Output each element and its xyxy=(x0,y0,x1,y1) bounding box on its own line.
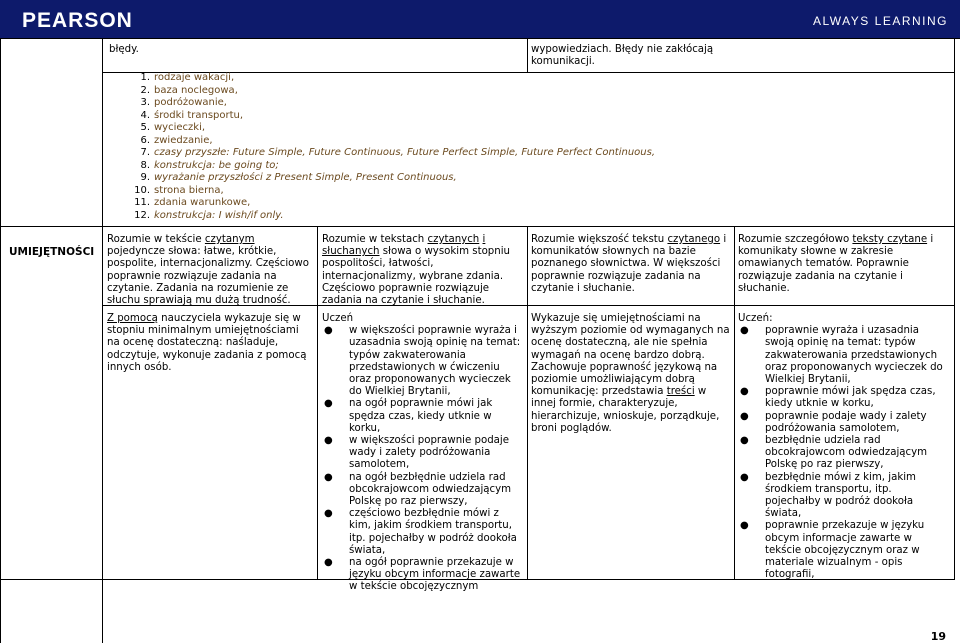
list-item: 10. strona bierna, xyxy=(134,184,224,196)
grade-2-speaking: Z pomocą nauczyciela wykazuje się w stopniu minimalnym umiejętnościami na ocenę dostateczną: naśladuje, odczytuje, wykonuje zadania z pomocą innych osób. xyxy=(107,313,307,373)
list-item: 1. rodzaje wakacji, xyxy=(140,72,235,83)
student-heading: Uczeń: xyxy=(738,313,773,324)
bullet-icon: ● xyxy=(740,520,749,532)
always-learning-tagline: ALWAYS LEARNING xyxy=(813,14,948,28)
table-col-divider xyxy=(527,38,528,72)
grade-5-comprehension: Rozumie szczegółowo teksty czytane i komunikaty słowne w zakresie omawianych tematów. Poprawnie rozwiązuje zadania na czytanie i słuchanie. xyxy=(738,234,934,294)
list-item: 11. zdania warunkowe, xyxy=(134,197,251,208)
list-item: ● poprawnie podaje wady i zalety podróżowania samolotem, xyxy=(740,410,927,434)
bullet-icon: ● xyxy=(324,471,333,483)
top-right-text: wypowiedziach. Błędy nie zakłócają komunikacji. xyxy=(531,44,714,68)
list-item: 2. baza noclegowa, xyxy=(140,84,238,96)
grade-4-speaking: Wykazuje się umiejętnościami na wyższym poziomie od wymaganych na ocenę dostateczną, ale nie spełnia wymagań na ocenę bardzo dobrą. Zachowuje poprawność językową na poziomie umożliwiającym dobrą komunikację: przedstawia treści w innej formie, charakteryzuje, hierarchizuje, wnioskuje, porządkuje, broni poglądów. xyxy=(531,313,730,434)
list-item: 6. zwiedzanie, xyxy=(140,134,213,146)
list-item: ● częściowo bezbłędnie mówi z kim, jakim środkiem transportu, itp. pojechałby w podróż dookoła świata, xyxy=(324,508,517,556)
list-item: 8. konstrukcja: be going to; xyxy=(140,159,279,171)
grade-3-comprehension: Rozumie w tekstach czytanych i słuchanych słowa o wysokim stopniu pospolitości, łatwości, internacjonalizmy, wybrane zdania. Częściowo poprawnie rozwiązuje zadania na czytanie i słuchanie. xyxy=(322,234,511,307)
table-border-right xyxy=(954,38,955,579)
table-row-divider xyxy=(0,226,955,227)
list-item: ● poprawnie przekazuje w języku obcym informacje zawarte w tekście obcojęzycznym oraz w materiale wizualnym - opis fotografii, xyxy=(740,520,925,581)
bullet-icon: ● xyxy=(740,435,749,447)
grade-2-comprehension: Rozumie w tekście czytanym pojedyncze słowa: łatwe, krótkie, pospolite, internacjonalizmy. Częściowo poprawnie rozwiązuje zadania na czytanie. Zadania na rozumienie ze słuchu sprawiają mu dużą trudność. xyxy=(107,234,309,307)
pearson-header-bar xyxy=(0,0,960,38)
table-border-left xyxy=(0,38,1,643)
bullet-icon: ● xyxy=(324,398,333,410)
page-number: 19 xyxy=(930,630,946,643)
list-item: ● na ogół bezbłędnie udziela rad obcokrajowcom odwiedzającym Polskę po raz pierwszy, xyxy=(324,471,512,508)
list-item: ● w większości poprawnie wyraża i uzasadnia swoją opinię na temat: typów zakwaterowania przedstawionych w ćwiczeniu oraz proponowanych wycieczek do Wielkiej Brytanii, xyxy=(324,325,521,398)
grade-4-comprehension: Rozumie większość tekstu czytanego i komunikatów słownych na bazie poznanego słownictwa. W większości poprawnie rozwiązuje zadania na czytanie i słuchanie. xyxy=(531,234,727,294)
list-item: ● bezbłędnie udziela rad obcokrajowcom odwiedzającym Polskę po raz pierwszy, xyxy=(740,435,928,471)
table-col-divider xyxy=(734,226,735,579)
bullet-icon: ● xyxy=(740,325,749,337)
list-item: ● poprawnie wyraża i uzasadnia swoją opinię na temat: typów zakwaterowania przedstawionych oraz proponowanych wycieczek do Wielkiej Brytanii, xyxy=(740,325,943,386)
top-left-text: błędy. xyxy=(109,44,139,55)
list-item: ● na ogół poprawnie przekazuje w języku obcym informacje zawarte w tekście obcojęzycznym xyxy=(324,557,521,593)
skills-row-label: UMIEJĘTNOŚCI xyxy=(9,246,95,258)
list-item: 4. środki transportu, xyxy=(140,109,244,121)
pearson-logo: PEARSON xyxy=(22,9,133,32)
list-item: 12. konstrukcja: I wish/if only. xyxy=(134,209,284,221)
grade-3-bullet-list xyxy=(322,325,523,593)
grade-5-speaking xyxy=(738,313,950,581)
list-item: 3. podróżowanie, xyxy=(140,97,227,108)
bullet-icon: ● xyxy=(324,508,333,520)
grade-5-bullet-list xyxy=(738,325,950,581)
list-item: 9. wyrażanie przyszłości z Present Simple, Present Continuous, xyxy=(140,172,457,183)
table-col-divider xyxy=(527,226,528,579)
list-item: ● poprawnie mówi jak spędza czas, kiedy utknie w korku, xyxy=(740,386,936,410)
table-col-divider xyxy=(317,226,318,579)
grade-3-speaking xyxy=(322,313,523,594)
bullet-icon: ● xyxy=(324,325,333,337)
bullet-icon: ● xyxy=(740,386,749,398)
list-item: ● na ogół poprawnie mówi jak spędza czas, kiedy utknie w korku, xyxy=(324,398,493,434)
list-item: ● w większości poprawnie podaje wady i zalety podróżowania samolotem, xyxy=(324,435,509,471)
student-heading: Uczeń xyxy=(322,313,354,324)
list-item: 5. wycieczki, xyxy=(140,122,206,133)
bullet-icon: ● xyxy=(740,410,749,422)
vocabulary-list xyxy=(120,72,655,222)
bullet-icon: ● xyxy=(740,471,749,483)
table-col-divider xyxy=(102,38,103,643)
list-item: 7. czasy przyszłe: Future Simple, Future Continuous, Future Perfect Simple, Future Perfect Continuous, xyxy=(140,147,656,158)
bullet-icon: ● xyxy=(324,557,333,569)
bullet-icon: ● xyxy=(324,435,333,447)
list-item: ● bezbłędnie mówi z kim, jakim środkiem transportu, itp. pojechałby w podróż dookoła świata, xyxy=(740,471,916,520)
table-border-top xyxy=(0,38,960,39)
